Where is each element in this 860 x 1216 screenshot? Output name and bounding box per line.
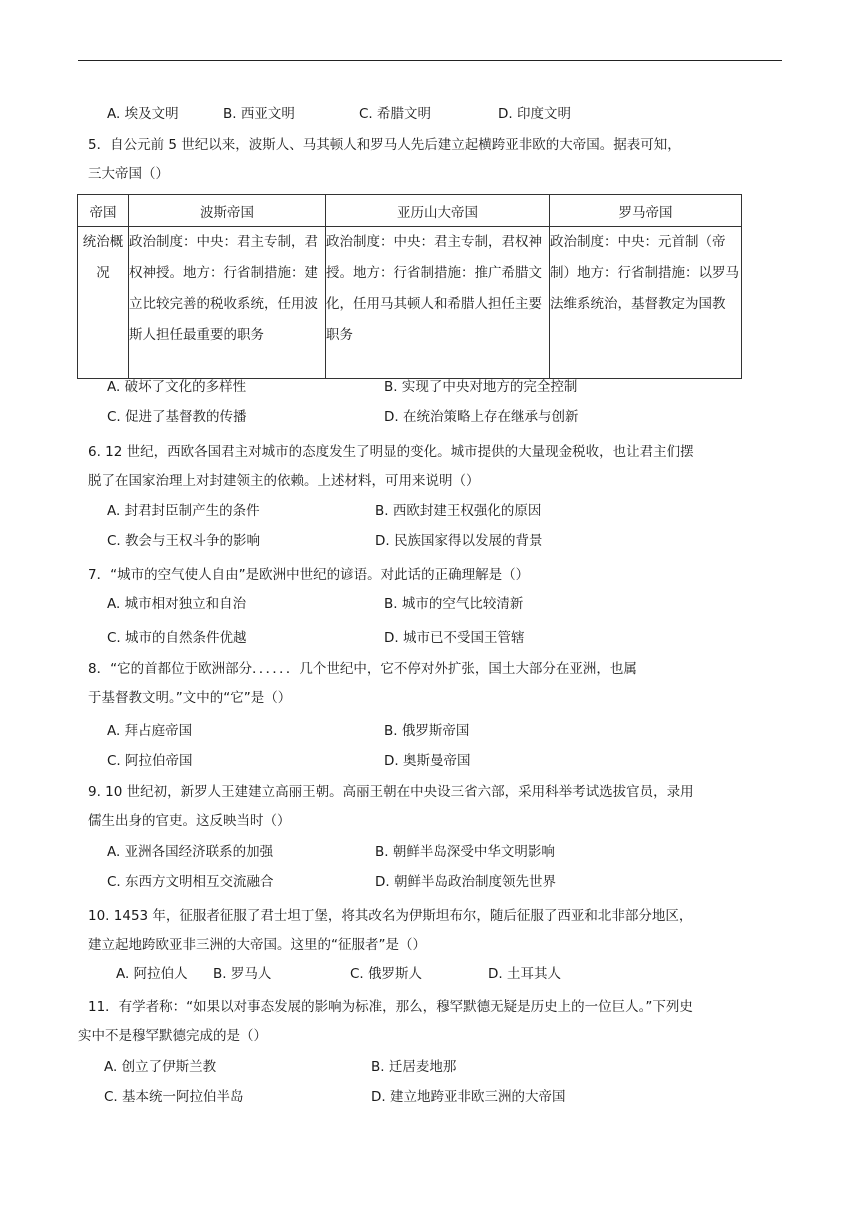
empire-table bbox=[77, 194, 742, 379]
q7-option-d: D. 城市已不受国王管辖 bbox=[384, 630, 525, 646]
table-header-persia: 波斯帝国 bbox=[129, 195, 326, 227]
q7-stem-line1: 7．“城市的空气使人自由”是欧洲中世纪的谚语。对此话的正确理解是（） bbox=[88, 567, 530, 583]
q5-option-c: C. 促进了基督教的传播 bbox=[107, 409, 247, 425]
q11-option-a: A. 创立了伊斯兰教 bbox=[104, 1059, 217, 1075]
q4-option-c: C. 希腊文明 bbox=[359, 106, 432, 122]
q11-stem-line2: 实中不是穆罕默德完成的是（） bbox=[78, 1028, 267, 1044]
q8-option-d: D. 奥斯曼帝国 bbox=[384, 753, 471, 769]
q9-stem-line1: 9. 10 世纪初，新罗人王建建立高丽王朝。高丽王朝在中央设三省六部，采用科举考试选拔官员，录用 bbox=[88, 784, 694, 800]
q9-option-a: A. 亚洲各国经济联系的加强 bbox=[107, 844, 274, 860]
q5-option-b: B. 实现了中央对地方的完全控制 bbox=[384, 379, 578, 395]
q10-option-d: D. 土耳其人 bbox=[488, 966, 561, 982]
q6-option-c: C. 教会与王权斗争的影响 bbox=[107, 533, 261, 549]
table-cell-rome: 政治制度：中央：元首制（帝制）地方：行省制措施：以罗马法维系统治，基督教定为国教 bbox=[550, 227, 742, 379]
q5-stem-line2: 三大帝国（） bbox=[88, 166, 169, 182]
q6-option-b: B. 西欧封建王权强化的原因 bbox=[375, 503, 542, 519]
table-header-empire: 帝国 bbox=[78, 195, 129, 227]
top-rule bbox=[78, 60, 782, 61]
q10-stem-line2: 建立起地跨欧亚非三洲的大帝国。这里的“征服者”是（） bbox=[88, 937, 426, 953]
q9-option-b: B. 朝鲜半岛深受中华文明影响 bbox=[375, 844, 555, 860]
q10-option-a: A. 阿拉伯人 bbox=[116, 966, 188, 982]
q11-option-b: B. 迁居麦地那 bbox=[371, 1059, 457, 1075]
q5-stem-line1: 5．自公元前 5 世纪以来，波斯人、马其顿人和罗马人先后建立起横跨亚非欧的大帝国。据表可知， bbox=[88, 137, 681, 153]
q8-option-b: B. 俄罗斯帝国 bbox=[384, 723, 470, 739]
table-cell-alexander: 政治制度：中央：君主专制，君权神授。地方：行省制措施：推广希腊文化，任用马其顿人和希腊人担任主要职务 bbox=[326, 227, 550, 379]
q7-option-c: C. 城市的自然条件优越 bbox=[107, 630, 247, 646]
q11-option-d: D. 建立地跨亚非欧三洲的大帝国 bbox=[371, 1089, 566, 1105]
q9-option-c: C. 东西方文明相互交流融合 bbox=[107, 874, 274, 890]
q8-option-c: C. 阿拉伯帝国 bbox=[107, 753, 193, 769]
q10-stem-line1: 10. 1453 年，征服者征服了君士坦丁堡，将其改名为伊斯坦布尔，随后征服了西亚和北非部分地区， bbox=[88, 908, 693, 924]
table-row-label: 统治概况 bbox=[78, 227, 129, 379]
q9-option-d: D. 朝鲜半岛政治制度领先世界 bbox=[375, 874, 556, 890]
q6-option-a: A. 封君封臣制产生的条件 bbox=[107, 503, 260, 519]
table-header-alexander: 亚历山大帝国 bbox=[326, 195, 550, 227]
q6-option-d: D. 民族国家得以发展的背景 bbox=[375, 533, 543, 549]
q5-option-a: A. 破坏了文化的多样性 bbox=[107, 379, 247, 395]
q4-option-d: D. 印度文明 bbox=[498, 106, 571, 122]
q6-stem-line2: 脱了在国家治理上对封建领主的依赖。上述材料，可用来说明（） bbox=[88, 473, 480, 489]
q10-option-c: C. 俄罗斯人 bbox=[350, 966, 423, 982]
q11-option-c: C. 基本统一阿拉伯半岛 bbox=[104, 1089, 244, 1105]
q7-option-b: B. 城市的空气比较清新 bbox=[384, 596, 524, 612]
q7-option-a: A. 城市相对独立和自治 bbox=[107, 596, 247, 612]
q4-option-a: A. 埃及文明 bbox=[107, 106, 179, 122]
q5-option-d: D. 在统治策略上存在继承与创新 bbox=[384, 409, 579, 425]
q8-stem-line2: 于基督教文明。”文中的“它”是（） bbox=[88, 690, 292, 706]
q11-stem-line1: 11．有学者称：“如果以对事态发展的影响为标准，那么，穆罕默德无疑是历史上的一位巨人。”下列史 bbox=[88, 999, 693, 1015]
q9-stem-line2: 儒生出身的官吏。这反映当时（） bbox=[88, 813, 291, 829]
q8-stem-line1: 8．“它的首都位于欧洲部分．．．．．．几个世纪中，它不停对外扩张，国土大部分在亚洲，也属 bbox=[88, 661, 637, 677]
q6-stem-line1: 6. 12 世纪，西欧各国君主对城市的态度发生了明显的变化。城市提供的大量现金税收，也让君主们摆 bbox=[88, 444, 694, 460]
table-header-rome: 罗马帝国 bbox=[550, 195, 742, 227]
q10-option-b: B. 罗马人 bbox=[213, 966, 272, 982]
q8-option-a: A. 拜占庭帝国 bbox=[107, 723, 193, 739]
table-cell-persia: 政治制度：中央：君主专制，君权神授。地方：行省制措施：建立比较完善的税收系统，任用波斯人担任最重要的职务 bbox=[129, 227, 326, 379]
q4-option-b: B. 西亚文明 bbox=[223, 106, 295, 122]
